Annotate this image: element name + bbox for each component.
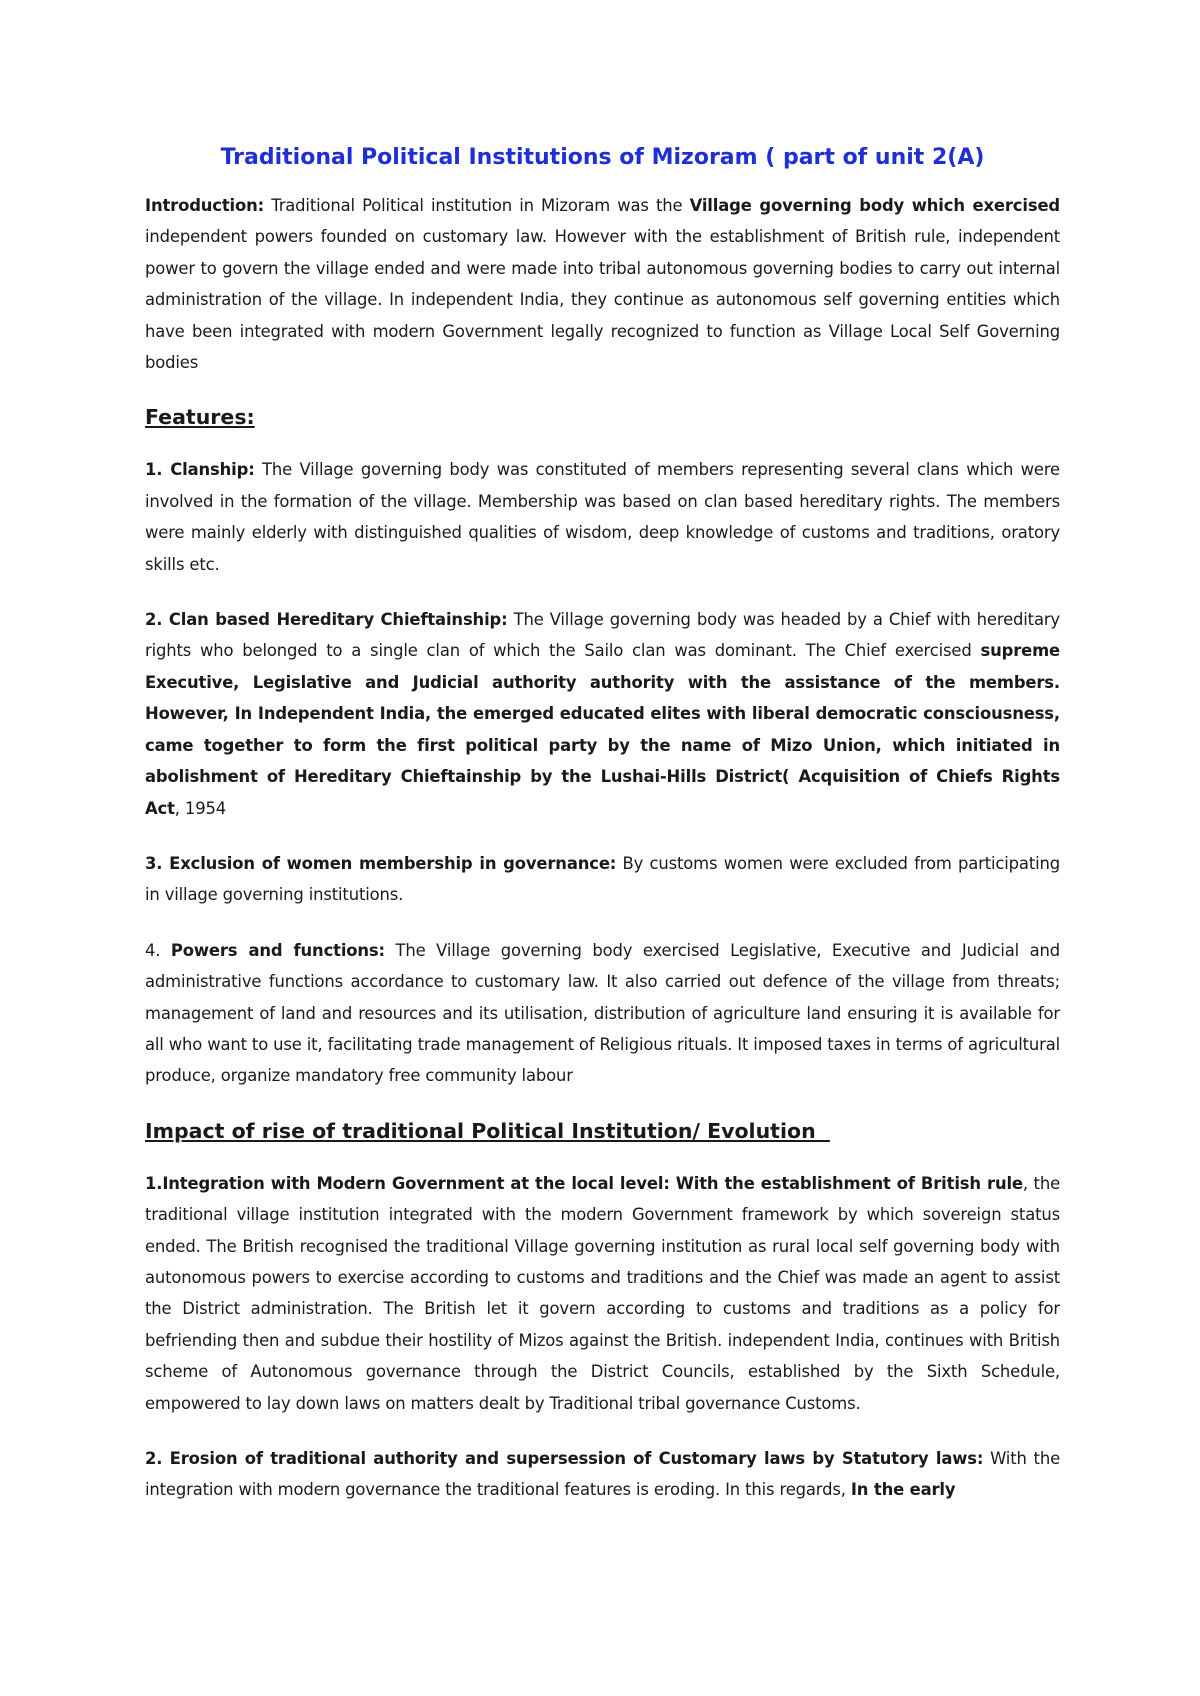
feature-text: The Village governing body was constituted of members representing several clans which were involved in the formation of the village. Membership was based on clan based hereditary rights. The members were mainly elderly with distinguished qualities of wisdom, deep knowledge of customs and traditions, oratory skills etc. [145, 460, 1060, 574]
introduction-label: Introduction: [145, 196, 265, 215]
document-body [145, 140, 1060, 1530]
impact-bold-tail: In the early [850, 1480, 956, 1500]
impact-heading: Impact of rise of traditional Political Institution/ Evolution [145, 1118, 830, 1143]
feature-number: 4. [145, 940, 171, 960]
introduction-text-1: Traditional Political institution in Mizoram was the [264, 196, 690, 215]
introduction-bold-1: Village governing body which exercised [689, 196, 1060, 215]
feature-item-clanship [145, 454, 1060, 580]
feature-label: 3. Exclusion of women membership in governance: [145, 853, 617, 873]
feature-tail-text: , 1954 [174, 798, 227, 818]
feature-item-exclusion-of-women [145, 848, 1060, 911]
feature-text: By customs women were excluded from participating in village governing institutions. [145, 853, 1060, 905]
impact-label: 2. Erosion of traditional authority and supersession of Customary laws by Statutory laws: [145, 1449, 984, 1468]
impact-item-integration [145, 1168, 1060, 1419]
feature-bold-text: supreme Executive, Legislative and Judicial authority authority with the assistance of the members. However, In Independent India, the emerged educated elites with liberal democratic consciousness, came together to form the first political party by the name of Mizo Union, which initiated in abolishment of Hereditary Chieftainship by the Lushai-Hills District( Acquisition of Chiefs Rights Act [145, 641, 1060, 818]
feature-item-chieftainship [145, 604, 1060, 824]
introduction-paragraph [145, 190, 1060, 378]
feature-text: The Village governing body was headed by a Chief with hereditary rights who belonged to a single clan of which the Sailo clan was dominant. The Chief exercised [145, 610, 1060, 661]
feature-label: 1. Clanship: [145, 460, 255, 480]
impact-label: 1.Integration with Modern Government at the local level: With the establishment of British rule [145, 1173, 1023, 1193]
features-heading: Features: [145, 405, 255, 430]
impact-text: With the integration with modern governance the traditional features is eroding. In this regards, [145, 1449, 1061, 1500]
feature-text: The Village governing body exercised Legislative, Executive and Judicial and administrative functions accordance to customary law. It also carried out defence of the village from threats; management of land and resources and its utilisation, distribution of agriculture land ensuring it is available for all who want to use it, facilitating trade management of Religious rituals. It imposed taxes in terms of agricultural produce, organize mandatory free community labour [145, 940, 1060, 1086]
impact-label-tail: , [1022, 1173, 1028, 1193]
introduction-text-2: independent powers founded on customary law. However with the establishment of British rule, independent power to govern the village ended and were made into tribal autonomous governing bodies to carry out internal administration of the village. In independent India, they continue as autonomous self governing entities which have been integrated with modern Government legally recognized to function as Village Local Self Governing bodies [145, 227, 1060, 373]
feature-item-powers-and-functions [145, 935, 1060, 1092]
document-title: Traditional Political Institutions of Mizoram ( part of unit 2(A) [220, 145, 985, 170]
impact-text: the traditional village institution integrated with the modern Government framework by which sovereign status ended. The British recognised the traditional Village governing institution as rural local self governing body with autonomous powers to exercise according to customs and traditions and the Chief was made an agent to assist the District administration. The British let it govern according to customs and traditions as a policy for befriending then and subdue their hostility of Mizos against the British. independent India, continues with British scheme of Autonomous governance through the District Councils, established by the Sixth Schedule, empowered to lay down laws on matters dealt by Traditional tribal governance Customs. [145, 1173, 1061, 1413]
feature-label: 2. Clan based Hereditary Chieftainship: [145, 610, 508, 630]
feature-label: Powers and functions: [170, 940, 385, 960]
impact-item-erosion [145, 1443, 1060, 1506]
